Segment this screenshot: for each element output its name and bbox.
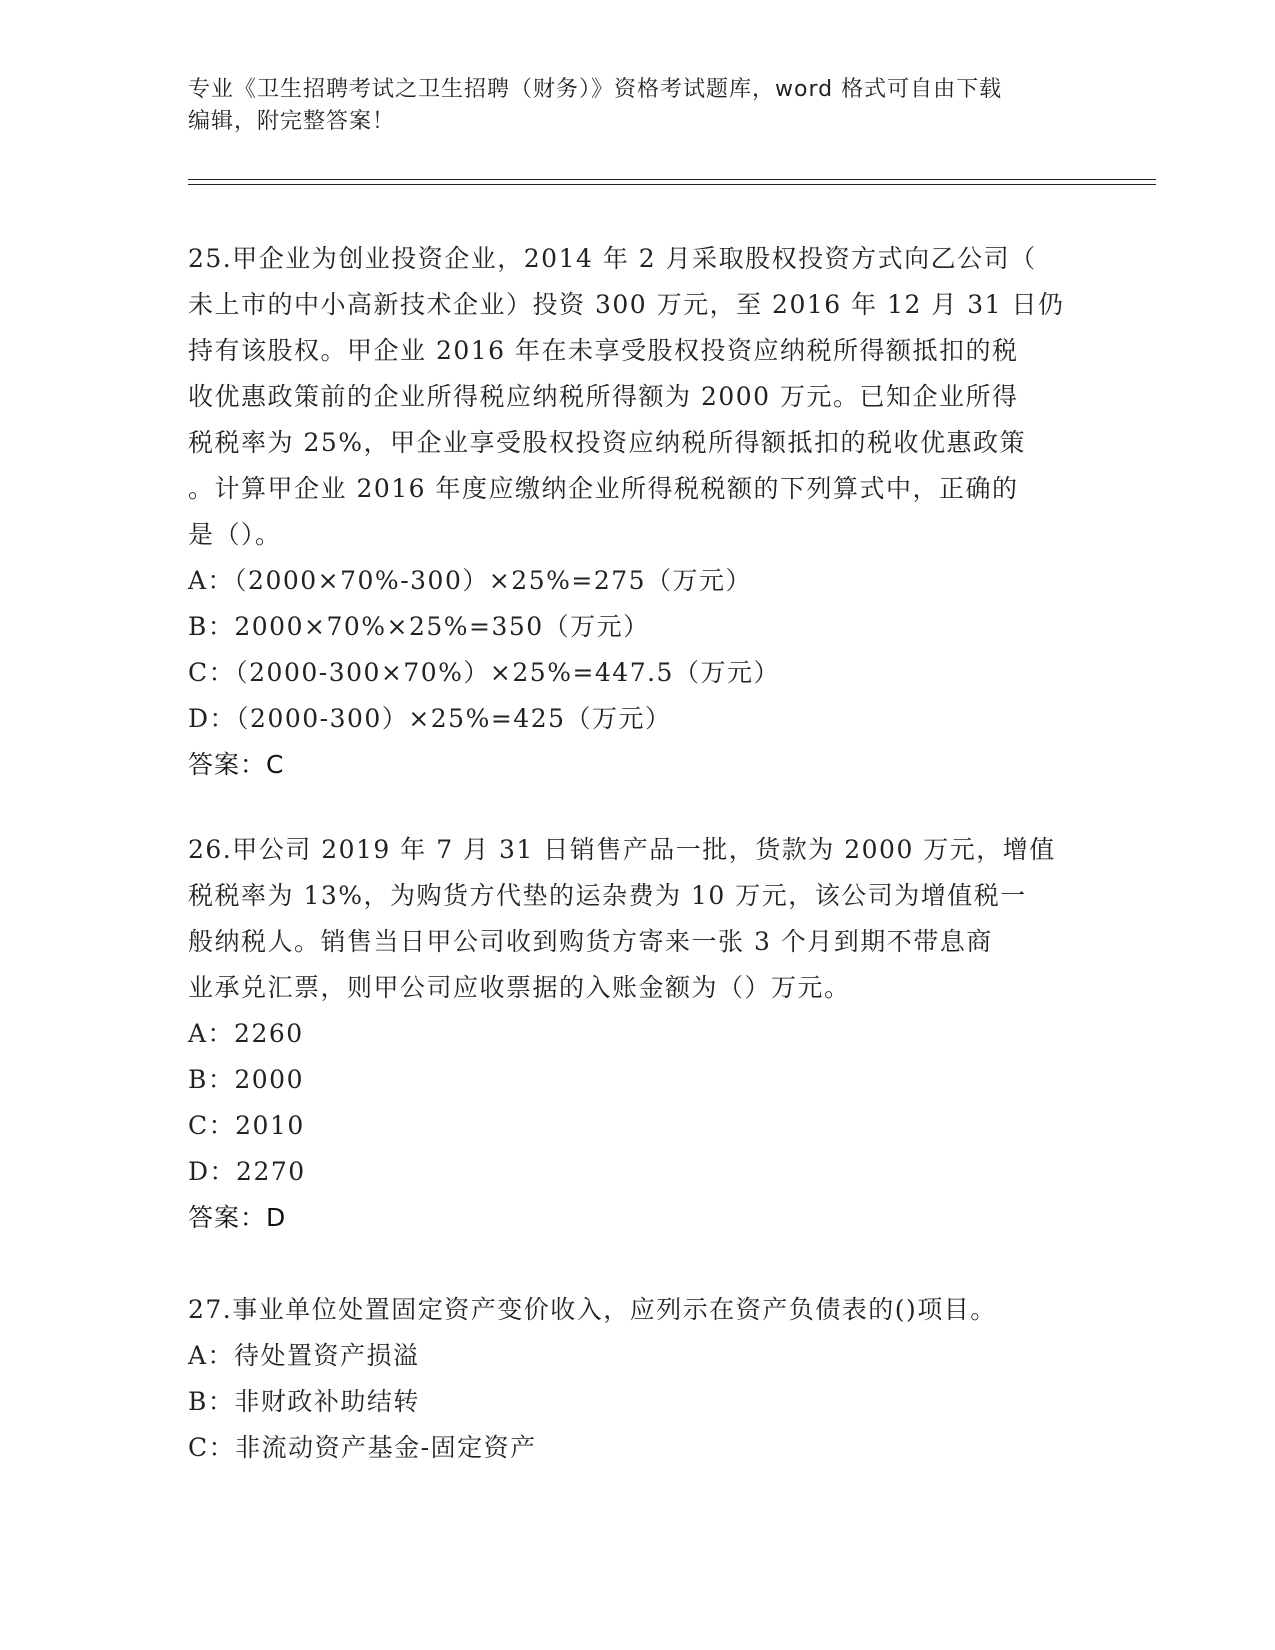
question-stem-line: 。计算甲企业 2016 年度应缴纳企业所得税税额的下列算式中，正确的 [188,474,1019,503]
question-27 [188,1287,1088,1471]
option-a: A：（2000×70%-300）×25%=275（万元） [188,566,753,595]
option-c: C：2010 [188,1111,305,1140]
header-line: 专业《卫生招聘考试之卫生招聘（财务）》资格考试题库，word 格式可自由下载 [188,77,1003,102]
option-b: B：2000 [188,1065,304,1094]
answer-line: 答案：C [188,750,285,779]
question-stem-line: 税税率为 25%，甲企业享受股权投资应纳税所得额抵扣的税收优惠政策 [188,428,1027,457]
question-stem-line: 业承兑汇票，则甲公司应收票据的入账金额为（）万元。 [188,973,851,1002]
answer-line: 答案：D [188,1203,287,1232]
header-line: 编辑，附完整答案！ [188,109,396,134]
option-c: C：（2000-300×70%）×25%=447.5（万元） [188,658,780,687]
document-header [188,74,1088,138]
option-a: A：2260 [188,1019,304,1048]
question-25 [188,236,1088,788]
option-b: B：2000×70%×25%=350（万元） [188,612,650,641]
question-26 [188,827,1088,1241]
option-a: A：待处置资产损溢 [188,1341,420,1370]
question-stem-line: 25.甲企业为创业投资企业，2014 年 2 月采取股权投资方式向乙公司（ [188,244,1037,273]
option-d: D：（2000-300）×25%=425（万元） [188,704,672,733]
question-stem-line: 未上市的中小高新技术企业）投资 300 万元，至 2016 年 12 月 31 日仍 [188,290,1065,319]
question-stem-line: 收优惠政策前的企业所得税应纳税所得额为 2000 万元。已知企业所得 [188,382,1019,411]
question-stem-line: 般纳税人。销售当日甲公司收到购货方寄来一张 3 个月到期不带息商 [188,927,993,956]
question-stem-line: 27.事业单位处置固定资产变价收入，应列示在资产负债表的()项目。 [188,1295,997,1324]
option-c: C：非流动资产基金-固定资产 [188,1433,537,1462]
question-stem-line: 税税率为 13%，为购货方代垫的运杂费为 10 万元，该公司为增值税一 [188,881,1027,910]
option-b: B：非财政补助结转 [188,1387,420,1416]
header-divider [188,184,1156,185]
question-stem-line: 是（）。 [188,520,282,549]
option-d: D：2270 [188,1157,306,1186]
header-divider [188,179,1156,180]
question-stem-line: 26.甲公司 2019 年 7 月 31 日销售产品一批，货款为 2000 万元，增值 [188,835,1056,864]
question-stem-line: 持有该股权。甲企业 2016 年在未享受股权投资应纳税所得额抵扣的税 [188,336,1019,365]
